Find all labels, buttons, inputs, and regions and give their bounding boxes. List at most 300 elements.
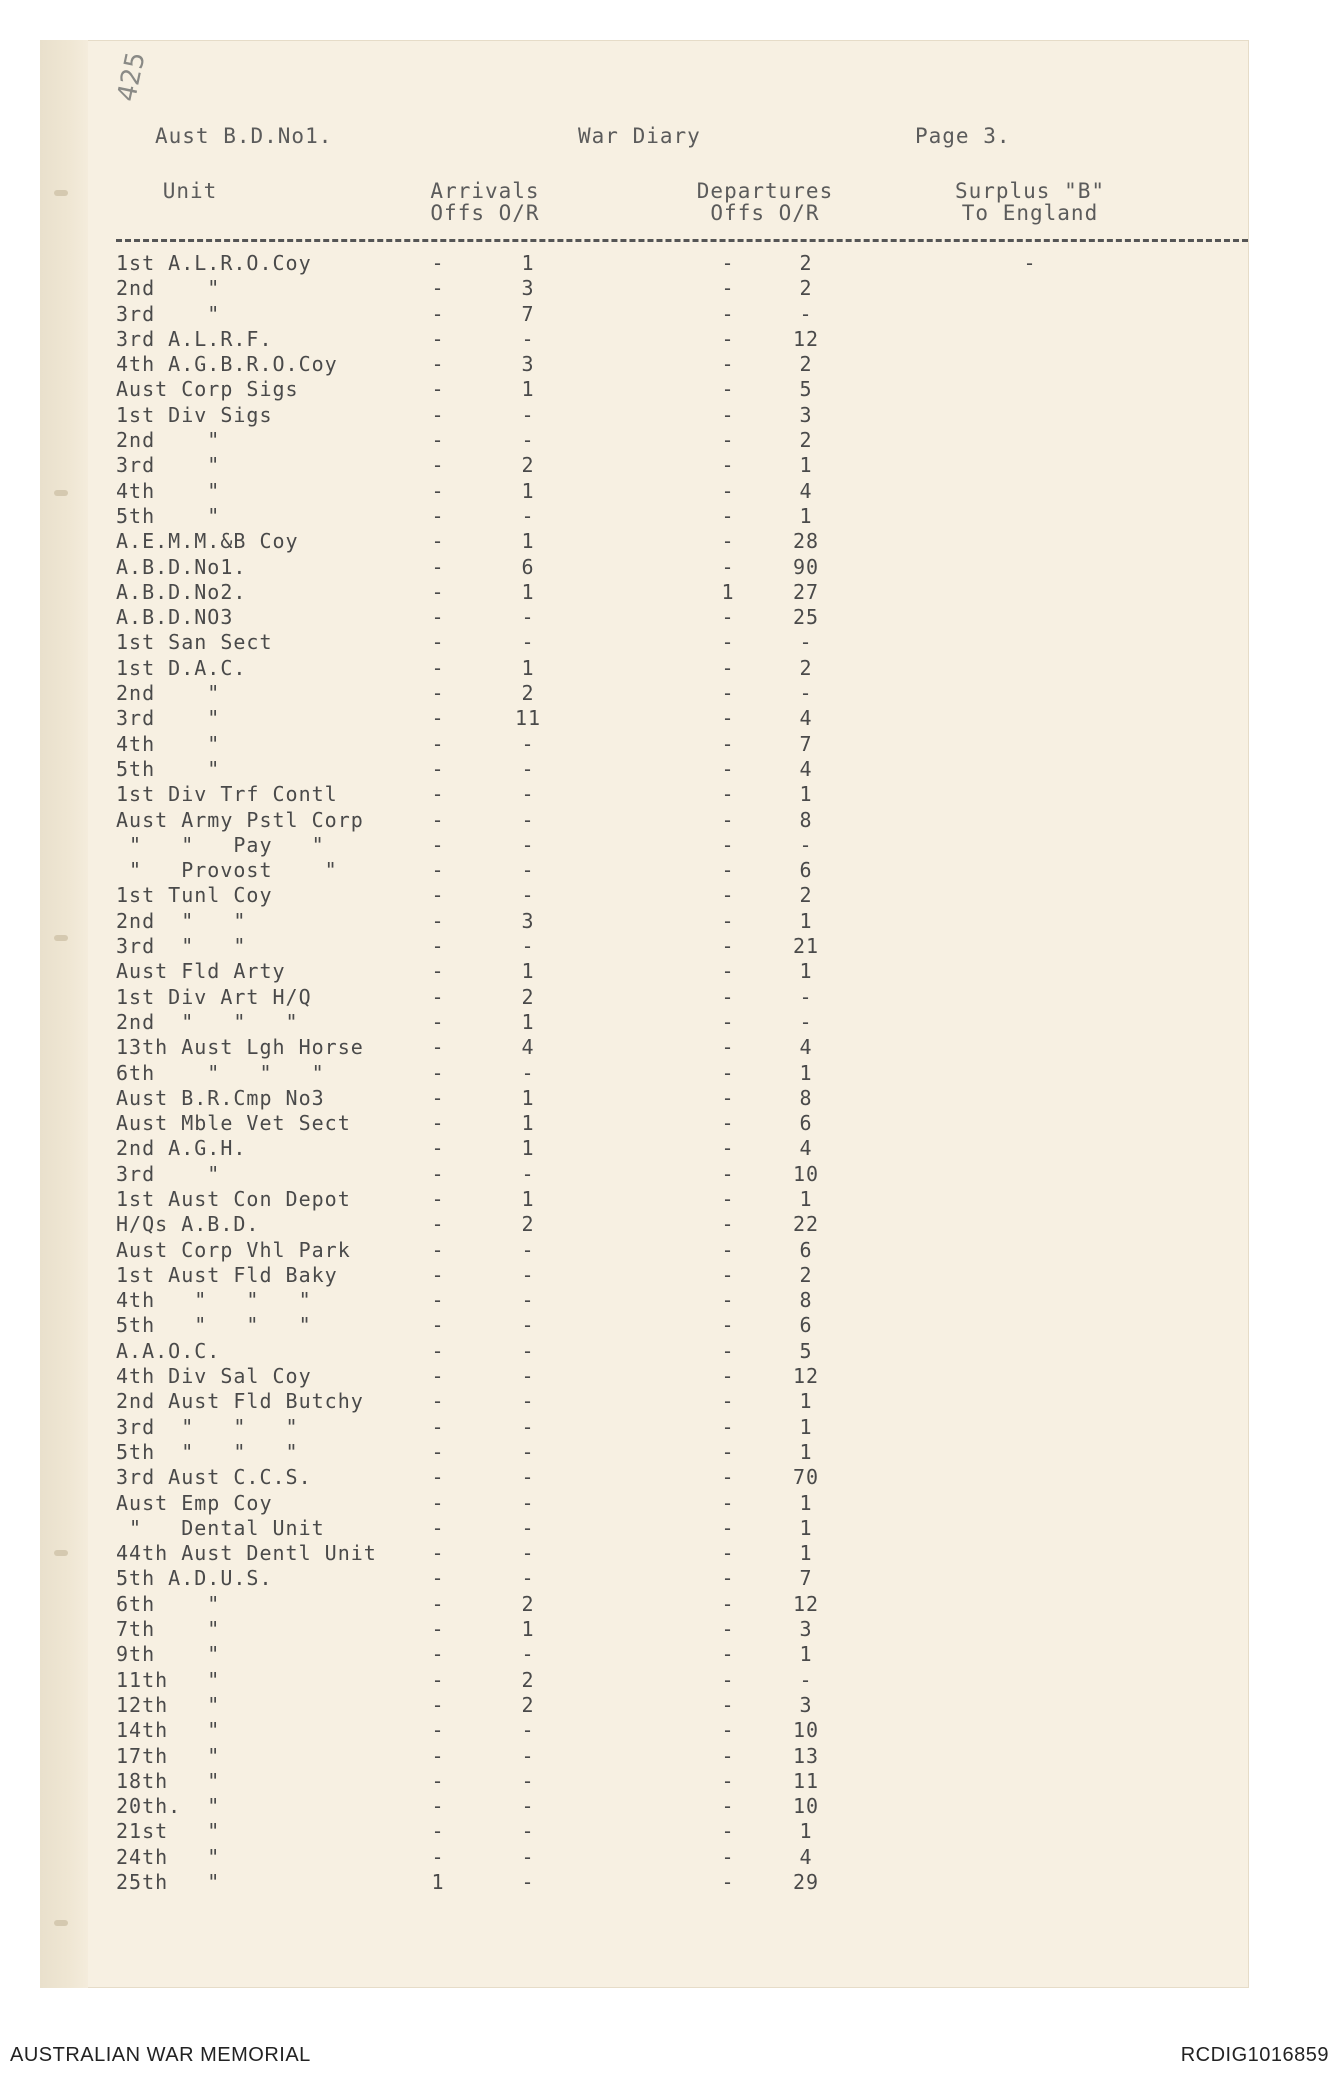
surplus-value: - bbox=[1023, 251, 1037, 275]
arrivals-offs: - bbox=[431, 1111, 445, 1136]
table-row bbox=[0, 1010, 1341, 1035]
arrivals-offs: - bbox=[431, 453, 445, 478]
arrivals-or: - bbox=[521, 1060, 535, 1085]
unit-name: Aust B.R.Cmp No3 bbox=[116, 1085, 325, 1110]
unit-name: 1st Div Sigs bbox=[116, 402, 273, 427]
unit-name: " Provost " bbox=[116, 858, 338, 883]
arrivals-or: - bbox=[521, 1566, 535, 1591]
table-row bbox=[0, 504, 1341, 529]
departures-label: Departures bbox=[696, 179, 834, 203]
departures-offs: - bbox=[721, 1490, 735, 1515]
departures-or: 2 bbox=[799, 251, 813, 275]
arrivals-or: - bbox=[521, 428, 535, 453]
departures-or: 6 bbox=[799, 1237, 813, 1262]
table-row bbox=[0, 1693, 1341, 1718]
arrivals-or: - bbox=[521, 1743, 535, 1768]
arrivals-or: - bbox=[521, 1288, 535, 1313]
arrivals-or: 1 bbox=[521, 1085, 535, 1110]
unit-table bbox=[0, 251, 1341, 1895]
table-row bbox=[0, 1339, 1341, 1364]
departures-offs: - bbox=[721, 1085, 735, 1110]
arrivals-or: 2 bbox=[521, 453, 535, 478]
arrivals-or: 1 bbox=[521, 251, 535, 275]
arrivals-or: - bbox=[521, 731, 535, 756]
unit-name: 5th " " " bbox=[116, 1439, 299, 1464]
arrivals-or: 2 bbox=[521, 1692, 535, 1717]
arrivals-offs: - bbox=[431, 428, 445, 453]
arrivals-or: 1 bbox=[521, 1136, 535, 1161]
departures-or: 4 bbox=[799, 706, 813, 731]
departures-offs: - bbox=[721, 984, 735, 1009]
unit-name: Aust Fld Arty bbox=[116, 959, 286, 984]
document-title: War Diary bbox=[578, 124, 701, 148]
arrivals-offs: - bbox=[431, 377, 445, 402]
departures-or: 12 bbox=[792, 326, 820, 351]
arrivals-or: 1 bbox=[521, 1186, 535, 1211]
arrivals-offs: - bbox=[431, 706, 445, 731]
unit-name: 3rd " bbox=[116, 706, 221, 731]
unit-name: 4th " bbox=[116, 731, 221, 756]
table-row bbox=[0, 1870, 1341, 1895]
table-row bbox=[0, 1415, 1341, 1440]
surplus-header bbox=[935, 180, 1125, 224]
arrivals-or: - bbox=[521, 756, 535, 781]
departures-offs: - bbox=[721, 1186, 735, 1211]
table-row bbox=[0, 656, 1341, 681]
departures-offs: - bbox=[721, 1768, 735, 1793]
departures-offs: 1 bbox=[721, 579, 735, 604]
unit-name: 20th. " bbox=[116, 1794, 221, 1819]
unit-name: 2nd " " " bbox=[116, 1009, 299, 1034]
arrivals-or: - bbox=[521, 1794, 535, 1819]
departures-or: 1 bbox=[799, 1389, 813, 1414]
arrivals-or: 1 bbox=[521, 1617, 535, 1642]
departures-or: 5 bbox=[799, 1338, 813, 1363]
table-row bbox=[0, 1263, 1341, 1288]
table-row bbox=[0, 605, 1341, 630]
departures-or: 3 bbox=[799, 402, 813, 427]
arrivals-or: - bbox=[521, 1819, 535, 1844]
table-row bbox=[0, 428, 1341, 453]
arrivals-or: - bbox=[521, 1389, 535, 1414]
table-row bbox=[0, 479, 1341, 504]
departures-offs: - bbox=[721, 1288, 735, 1313]
arrivals-offs: - bbox=[431, 1768, 445, 1793]
table-row bbox=[0, 1086, 1341, 1111]
table-row bbox=[0, 934, 1341, 959]
arrivals-offs: - bbox=[431, 529, 445, 554]
arrivals-offs: - bbox=[431, 1692, 445, 1717]
departures-offs: - bbox=[721, 554, 735, 579]
unit-name: 5th " bbox=[116, 756, 221, 781]
departures-offs: - bbox=[721, 655, 735, 680]
departures-or: 7 bbox=[799, 1566, 813, 1591]
arrivals-or: - bbox=[521, 1515, 535, 1540]
unit-name: 1st San Sect bbox=[116, 630, 273, 655]
departures-subheader: Offs O/R bbox=[710, 201, 820, 225]
departures-or: 21 bbox=[792, 934, 820, 959]
departures-offs: - bbox=[721, 731, 735, 756]
arrivals-offs: 1 bbox=[431, 1870, 445, 1894]
arrivals-or: - bbox=[521, 1414, 535, 1439]
arrivals-offs: - bbox=[431, 655, 445, 680]
table-row bbox=[0, 1794, 1341, 1819]
arrivals-or: - bbox=[521, 807, 535, 832]
unit-name: 3rd " bbox=[116, 301, 221, 326]
departures-or: 27 bbox=[792, 579, 820, 604]
footer-id: RCDIG1016859 bbox=[1180, 2044, 1329, 2066]
departures-or: 2 bbox=[799, 428, 813, 453]
arrivals-or: 2 bbox=[521, 984, 535, 1009]
table-row bbox=[0, 1516, 1341, 1541]
table-row bbox=[0, 1313, 1341, 1338]
unit-name: 1st Aust Con Depot bbox=[116, 1186, 351, 1211]
departures-offs: - bbox=[721, 1237, 735, 1262]
arrivals-offs: - bbox=[431, 301, 445, 326]
arrivals-offs: - bbox=[431, 1186, 445, 1211]
arrivals-or: 1 bbox=[521, 377, 535, 402]
departures-or: 11 bbox=[792, 1768, 820, 1793]
arrivals-offs: - bbox=[431, 1794, 445, 1819]
departures-or: 2 bbox=[799, 276, 813, 301]
departures-offs: - bbox=[721, 1566, 735, 1591]
arrivals-or: - bbox=[521, 883, 535, 908]
arrivals-or: - bbox=[521, 1338, 535, 1363]
table-row bbox=[0, 1111, 1341, 1136]
departures-or: 4 bbox=[799, 756, 813, 781]
table-row bbox=[0, 1642, 1341, 1667]
departures-offs: - bbox=[721, 1060, 735, 1085]
unit-name: 14th " bbox=[116, 1718, 221, 1743]
unit-name: 2nd " bbox=[116, 276, 221, 301]
arrivals-offs: - bbox=[431, 579, 445, 604]
arrivals-or: - bbox=[521, 503, 535, 528]
departures-or: 8 bbox=[799, 1085, 813, 1110]
table-row bbox=[0, 630, 1341, 655]
departures-or: 1 bbox=[799, 782, 813, 807]
departures-or: 8 bbox=[799, 1288, 813, 1313]
unit-name: 1st A.L.R.O.Coy bbox=[116, 251, 312, 275]
departures-or: 1 bbox=[799, 908, 813, 933]
departures-offs: - bbox=[721, 1743, 735, 1768]
table-row bbox=[0, 1162, 1341, 1187]
arrivals-offs: - bbox=[431, 1338, 445, 1363]
departures-or: 1 bbox=[799, 1414, 813, 1439]
table-row bbox=[0, 580, 1341, 605]
departures-offs: - bbox=[721, 883, 735, 908]
arrivals-offs: - bbox=[431, 1541, 445, 1566]
departures-or: - bbox=[799, 832, 813, 857]
table-row bbox=[0, 1288, 1341, 1313]
arrivals-offs: - bbox=[431, 503, 445, 528]
arrivals-or: - bbox=[521, 326, 535, 351]
departures-or: 4 bbox=[799, 1136, 813, 1161]
departures-offs: - bbox=[721, 1338, 735, 1363]
arrivals-offs: - bbox=[431, 1844, 445, 1869]
unit-name: 2nd A.G.H. bbox=[116, 1136, 247, 1161]
arrivals-offs: - bbox=[431, 1060, 445, 1085]
arrivals-or: 6 bbox=[521, 554, 535, 579]
arrivals-offs: - bbox=[431, 1465, 445, 1490]
table-row bbox=[0, 1668, 1341, 1693]
table-row bbox=[0, 555, 1341, 580]
unit-name: Aust Emp Coy bbox=[116, 1490, 273, 1515]
arrivals-or: - bbox=[521, 1313, 535, 1338]
unit-name: Aust Army Pstl Corp bbox=[116, 807, 364, 832]
arrivals-label: Arrivals bbox=[430, 179, 540, 203]
unit-name: H/Qs A.B.D. bbox=[116, 1212, 260, 1237]
unit-name: 3rd Aust C.C.S. bbox=[116, 1465, 312, 1490]
arrivals-offs: - bbox=[431, 832, 445, 857]
departures-or: 1 bbox=[799, 1515, 813, 1540]
arrivals-offs: - bbox=[431, 1389, 445, 1414]
arrivals-offs: - bbox=[431, 1566, 445, 1591]
table-row bbox=[0, 1718, 1341, 1743]
arrivals-or: 2 bbox=[521, 1591, 535, 1616]
unit-name: 2nd " bbox=[116, 428, 221, 453]
table-row bbox=[0, 1364, 1341, 1389]
departures-offs: - bbox=[721, 1009, 735, 1034]
departures-or: 22 bbox=[792, 1212, 820, 1237]
arrivals-or: 4 bbox=[521, 1035, 535, 1060]
departures-or: 25 bbox=[792, 605, 820, 630]
arrivals-offs: - bbox=[431, 1414, 445, 1439]
arrivals-or: 1 bbox=[521, 959, 535, 984]
arrivals-or: 7 bbox=[521, 301, 535, 326]
unit-name: 1st Div Art H/Q bbox=[116, 984, 312, 1009]
departures-offs: - bbox=[721, 756, 735, 781]
arrivals-or: 1 bbox=[521, 1009, 535, 1034]
departures-or: 4 bbox=[799, 1035, 813, 1060]
arrivals-offs: - bbox=[431, 1642, 445, 1667]
arrivals-offs: - bbox=[431, 326, 445, 351]
arrivals-or: - bbox=[521, 782, 535, 807]
departures-offs: - bbox=[721, 1136, 735, 1161]
table-row bbox=[0, 1035, 1341, 1060]
table-row bbox=[0, 1592, 1341, 1617]
departures-or: 1 bbox=[799, 453, 813, 478]
departures-or: 1 bbox=[799, 1541, 813, 1566]
unit-name: A.B.D.NO3 bbox=[116, 605, 234, 630]
arrivals-or: - bbox=[521, 1870, 535, 1894]
table-row bbox=[0, 681, 1341, 706]
unit-name: A.A.O.C. bbox=[116, 1338, 221, 1363]
arrivals-or: - bbox=[521, 1642, 535, 1667]
arrivals-header bbox=[405, 180, 565, 224]
departures-or: 12 bbox=[792, 1364, 820, 1389]
departures-offs: - bbox=[721, 326, 735, 351]
departures-or: 10 bbox=[792, 1718, 820, 1743]
departures-offs: - bbox=[721, 1617, 735, 1642]
departures-offs: - bbox=[721, 1844, 735, 1869]
departures-or: 5 bbox=[799, 377, 813, 402]
unit-name: 5th " bbox=[116, 503, 221, 528]
arrivals-or: - bbox=[521, 1161, 535, 1186]
unit-name: 18th " bbox=[116, 1768, 221, 1793]
table-row bbox=[0, 909, 1341, 934]
table-row bbox=[0, 377, 1341, 402]
departures-offs: - bbox=[721, 1364, 735, 1389]
departures-offs: - bbox=[721, 1035, 735, 1060]
departures-offs: - bbox=[721, 276, 735, 301]
departures-or: 2 bbox=[799, 1262, 813, 1287]
departures-or: 12 bbox=[792, 1591, 820, 1616]
surplus-label: Surplus "B" bbox=[954, 179, 1106, 203]
unit-name: Aust Corp Sigs bbox=[116, 377, 299, 402]
folio-number: 425 bbox=[112, 49, 152, 105]
arrivals-offs: - bbox=[431, 1718, 445, 1743]
table-row bbox=[0, 403, 1341, 428]
arrivals-or: 3 bbox=[521, 908, 535, 933]
departures-offs: - bbox=[721, 959, 735, 984]
departures-or: - bbox=[799, 1009, 813, 1034]
unit-name: 4th Div Sal Coy bbox=[116, 1364, 312, 1389]
departures-offs: - bbox=[721, 1718, 735, 1743]
departures-offs: - bbox=[721, 681, 735, 706]
arrivals-offs: - bbox=[431, 605, 445, 630]
departures-or: 2 bbox=[799, 655, 813, 680]
departures-or: 3 bbox=[799, 1692, 813, 1717]
arrivals-offs: - bbox=[431, 1035, 445, 1060]
arrivals-offs: - bbox=[431, 782, 445, 807]
table-row bbox=[0, 1465, 1341, 1490]
unit-name: 6th " bbox=[116, 1591, 221, 1616]
departures-offs: - bbox=[721, 1389, 735, 1414]
surplus-sublabel: To England bbox=[961, 201, 1099, 225]
arrivals-or: 2 bbox=[521, 1212, 535, 1237]
arrivals-or: - bbox=[521, 1844, 535, 1869]
unit-name: 4th A.G.B.R.O.Coy bbox=[116, 352, 338, 377]
unit-name: 11th " bbox=[116, 1667, 221, 1692]
arrivals-offs: - bbox=[431, 352, 445, 377]
departures-offs: - bbox=[721, 1794, 735, 1819]
unit-name: 2nd Aust Fld Butchy bbox=[116, 1389, 364, 1414]
departures-offs: - bbox=[721, 1414, 735, 1439]
departures-or: 7 bbox=[799, 731, 813, 756]
arrivals-or: - bbox=[521, 1439, 535, 1464]
table-row bbox=[0, 1566, 1341, 1591]
arrivals-offs: - bbox=[431, 984, 445, 1009]
table-row bbox=[0, 1541, 1341, 1566]
unit-name: 9th " bbox=[116, 1642, 221, 1667]
departures-offs: - bbox=[721, 908, 735, 933]
arrivals-or: - bbox=[521, 934, 535, 959]
departures-or: 1 bbox=[799, 959, 813, 984]
departures-offs: - bbox=[721, 301, 735, 326]
unit-name: 3rd " " " bbox=[116, 1414, 299, 1439]
departures-offs: - bbox=[721, 1465, 735, 1490]
departures-offs: - bbox=[721, 1642, 735, 1667]
binding-hole bbox=[54, 190, 68, 196]
table-row bbox=[0, 757, 1341, 782]
departures-or: 28 bbox=[792, 529, 820, 554]
departures-offs: - bbox=[721, 1870, 735, 1894]
table-row bbox=[0, 276, 1341, 301]
table-row bbox=[0, 1819, 1341, 1844]
departures-or: 1 bbox=[799, 1819, 813, 1844]
arrivals-offs: - bbox=[431, 1262, 445, 1287]
unit-name: 1st Tunl Coy bbox=[116, 883, 273, 908]
departures-or: 2 bbox=[799, 883, 813, 908]
arrivals-or: 3 bbox=[521, 352, 535, 377]
table-row bbox=[0, 1238, 1341, 1263]
unit-name: 4th " " " bbox=[116, 1288, 312, 1313]
departures-offs: - bbox=[721, 503, 735, 528]
departures-offs: - bbox=[721, 1161, 735, 1186]
departures-or: 6 bbox=[799, 1313, 813, 1338]
unit-name: " " Pay " bbox=[116, 832, 325, 857]
arrivals-offs: - bbox=[431, 1212, 445, 1237]
table-row bbox=[0, 883, 1341, 908]
departures-or: - bbox=[799, 681, 813, 706]
unit-name: 3rd A.L.R.F. bbox=[116, 326, 273, 351]
arrivals-or: - bbox=[521, 1262, 535, 1287]
arrivals-or: - bbox=[521, 1364, 535, 1389]
arrivals-or: 2 bbox=[521, 681, 535, 706]
table-row bbox=[0, 1617, 1341, 1642]
arrivals-offs: - bbox=[431, 756, 445, 781]
table-row bbox=[0, 1136, 1341, 1161]
departures-or: 2 bbox=[799, 352, 813, 377]
departures-or: 4 bbox=[799, 1844, 813, 1869]
table-row bbox=[0, 1744, 1341, 1769]
departures-offs: - bbox=[721, 605, 735, 630]
arrivals-or: - bbox=[521, 858, 535, 883]
departures-or: 10 bbox=[792, 1161, 820, 1186]
departures-or: 1 bbox=[799, 1060, 813, 1085]
table-row bbox=[0, 1769, 1341, 1794]
table-row bbox=[0, 858, 1341, 883]
departures-offs: - bbox=[721, 706, 735, 731]
arrivals-or: - bbox=[521, 630, 535, 655]
arrivals-or: - bbox=[521, 832, 535, 857]
arrivals-or: - bbox=[521, 1768, 535, 1793]
unit-name: 44th Aust Dentl Unit bbox=[116, 1541, 377, 1566]
arrivals-or: 1 bbox=[521, 529, 535, 554]
arrivals-or: - bbox=[521, 1465, 535, 1490]
header-divider bbox=[116, 239, 1248, 242]
arrivals-or: 3 bbox=[521, 276, 535, 301]
arrivals-or: 11 bbox=[514, 706, 542, 731]
departures-or: - bbox=[799, 630, 813, 655]
arrivals-or: - bbox=[521, 605, 535, 630]
departures-offs: - bbox=[721, 1439, 735, 1464]
departures-offs: - bbox=[721, 377, 735, 402]
unit-name: A.E.M.M.&B Coy bbox=[116, 529, 299, 554]
departures-or: 1 bbox=[799, 1439, 813, 1464]
departures-or: 6 bbox=[799, 858, 813, 883]
arrivals-offs: - bbox=[431, 1136, 445, 1161]
departures-offs: - bbox=[721, 1819, 735, 1844]
arrivals-offs: - bbox=[431, 934, 445, 959]
unit-name: A.B.D.No2. bbox=[116, 579, 247, 604]
departures-or: - bbox=[799, 301, 813, 326]
table-row bbox=[0, 959, 1341, 984]
binding-hole bbox=[54, 1920, 68, 1926]
arrivals-or: 2 bbox=[521, 1667, 535, 1692]
table-row bbox=[0, 1845, 1341, 1870]
departures-or: 1 bbox=[799, 1642, 813, 1667]
departures-offs: - bbox=[721, 782, 735, 807]
arrivals-or: - bbox=[521, 1541, 535, 1566]
departures-offs: - bbox=[721, 1692, 735, 1717]
departures-offs: - bbox=[721, 1591, 735, 1616]
departures-offs: - bbox=[721, 352, 735, 377]
arrivals-offs: - bbox=[431, 1515, 445, 1540]
unit-name: A.B.D.No1. bbox=[116, 554, 247, 579]
unit-name: 12th " bbox=[116, 1692, 221, 1717]
unit-name: 1st D.A.C. bbox=[116, 655, 247, 680]
